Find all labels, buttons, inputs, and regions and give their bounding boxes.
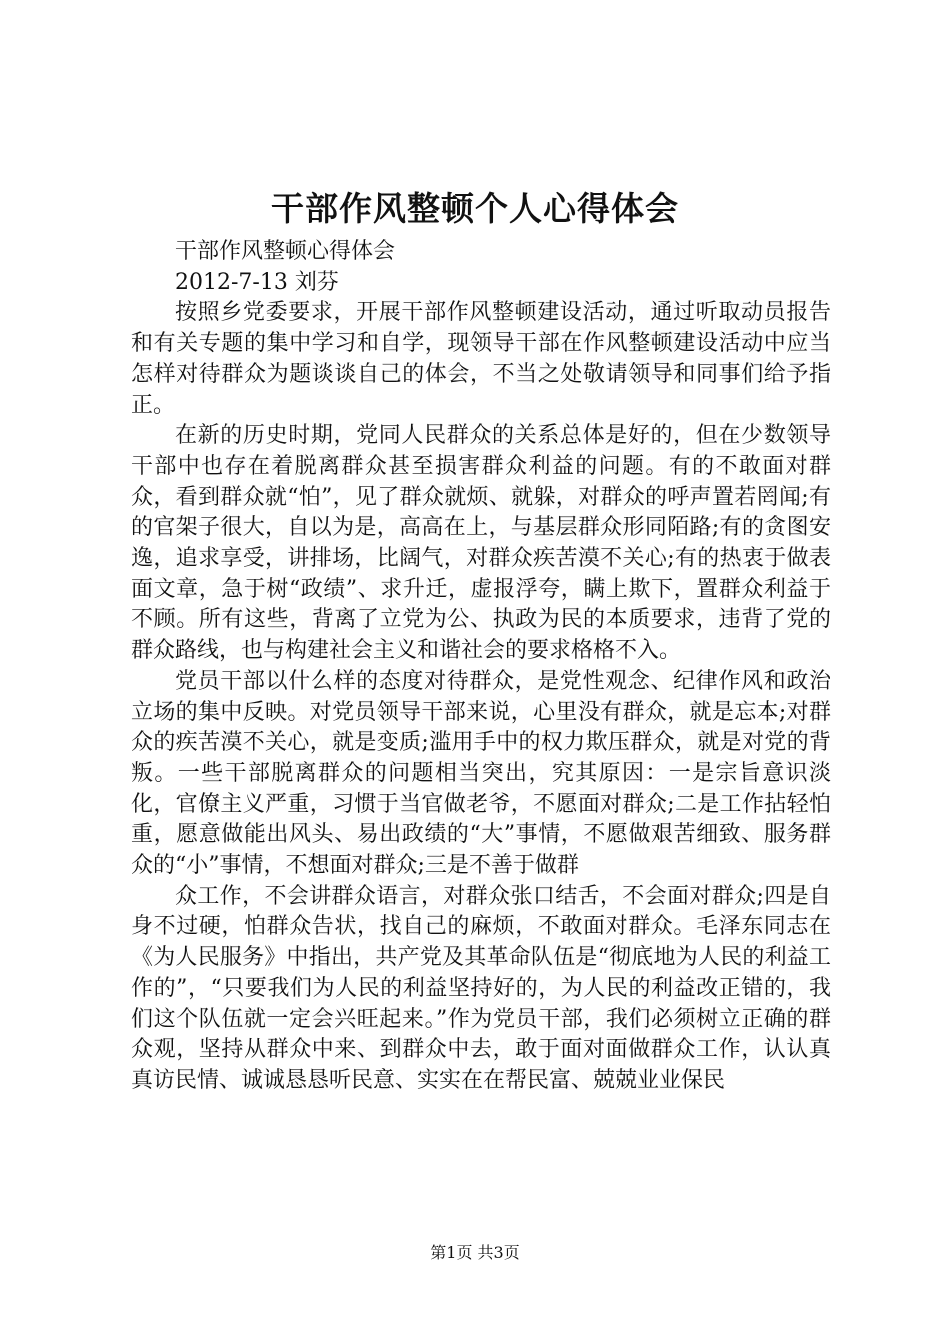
body-paragraph: 按照乡党委要求，开展干部作风整顿建设活动，通过听取动员报告和有关专题的集中学习和自学，现领导干部在作风整顿建设活动中应当怎样对待群众为题谈谈自己的体会，不当之处敬请领导和同事们给予指正。 bbox=[131, 300, 831, 418]
page-number-footer: 第1页 共3页 bbox=[430, 1243, 520, 1262]
body-paragraph: 党员干部以什么样的态度对待群众，是党性观念、纪律作风和政治立场的集中反映。对党员领导干部来说，心里没有群众，就是忘本;对群众的疾苦漠不关心，就是变质;滥用手中的权力欺压群众，就是对党的背叛。一些干部脱离群众的问题相当突出，究其原因：一是宗旨意识淡化，官僚主义严重，习惯于当官做老爷，不愿面对群众;二是工作拈轻怕重，愿意做能出风头、易出政绩的“大”事情，不愿做艰苦细致、服务群众的“小”事情，不想面对群众;三是不善于做群 bbox=[131, 668, 831, 879]
document-body bbox=[131, 237, 831, 1097]
subtitle-paragraph: 干部作风整顿心得体会 bbox=[175, 239, 396, 264]
document-title: 干部作风整顿个人心得体会 bbox=[271, 189, 679, 228]
body-paragraph: 在新的历史时期，党同人民群众的关系总体是好的，但在少数领导干部中也存在着脱离群众甚至损害群众利益的问题。有的不敢面对群众，看到群众就“怕”，见了群众就烦、就躲，对群众的呼声置若罔闻;有的官架子很大，自以为是，高高在上，与基层群众形同陌路;有的贪图安逸，追求享受，讲排场，比阔气，对群众疾苦漠不关心;有的热衷于做表面文章，急于树“政绩”、求升迁，虚报浮夸，瞒上欺下，置群众利益于不顾。所有这些，背离了立党为公、执政为民的本质要求，违背了党的群众路线，也与构建社会主义和谐社会的要求格格不入。 bbox=[131, 423, 831, 664]
date-author-paragraph: 2012-7-13 刘芬 bbox=[175, 269, 339, 295]
body-paragraph: 众工作，不会讲群众语言，对群众张口结舌，不会面对群众;四是自身不过硬，怕群众告状，找自己的麻烦，不敢面对群众。毛泽东同志在《为人民服务》中指出，共产党及其革命队伍是“彻底地为人民的利益工作的”，“只要我们为人民的利益坚持好的，为人民的利益改正错的，我们这个队伍就一定会兴旺起来。”作为党员干部，我们必须树立正确的群众观，坚持从群众中来、到群众中去，敢于面对面做群众工作，认认真真访民情、诚诚恳恳听民意、实实在在帮民富、兢兢业业保民 bbox=[131, 883, 831, 1093]
